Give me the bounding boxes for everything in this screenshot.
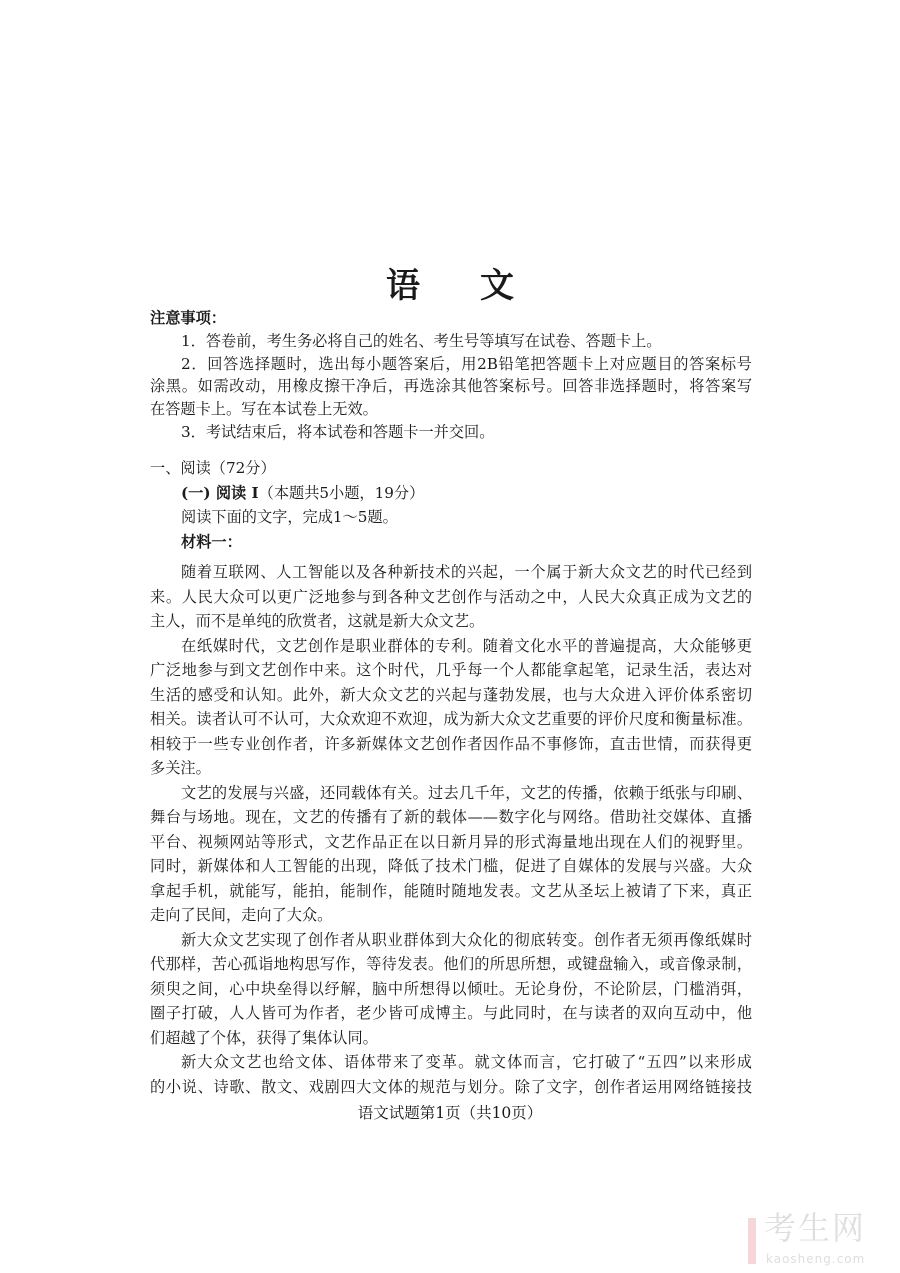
passage-line: 同时，新媒体和人工智能的出现，降低了技术门槛，促进了自媒体的发展与兴盛。大众 [150,857,752,875]
passage-line: 相关。读者认可不认可，大众欢迎不欢迎，成为新大众文艺重要的评价尺度和衡量标准。 [150,710,752,728]
reading-instruction: 阅读下面的文字，完成1～5题。 [181,508,398,526]
page-title [0,258,900,307]
passage-line: 新大众文艺实现了创作者从职业群体到大众化的彻底转变。创作者无须再像纸媒时 [181,930,752,949]
notice-item-1: 1．答卷前，考生务必将自己的姓名、考生号等填写在试卷、答题卡上。 [181,331,662,350]
notice-item-3: 3．考试结束后，将本试卷和答题卡一并交回。 [181,422,495,441]
subsection-info: （本题共5小题，19分） [258,483,425,502]
passage-line: 生活的感受和认知。此外，新大众文艺的兴起与蓬勃发展，也与大众进入评价体系密切 [150,685,752,704]
notice-item-2: 2．回答选择题时，选出每小题答案后，用2B铅笔把答题卡上对应题目的答案标号 [181,354,752,373]
watermark-icon [748,1218,756,1264]
notice-item-2-cont: 在答题卡上。写在本试卷上无效。 [150,400,378,419]
passage-line: 多关注。 [150,759,211,777]
passage-line: 主人，而不是单纯的欣赏者，这就是新大众文艺。 [150,612,485,630]
passage-line: 代那样，苦心孤诣地构思写作，等待发表。他们的所思所想，或键盘输入，或音像录制， [150,955,752,973]
passage-line: 在纸媒时代，文艺创作是职业群体的专利。随着文化水平的普遍提高，大众能够更 [181,636,752,655]
notice-section [150,307,752,444]
notice-heading: 注意事项： [150,309,226,327]
material-label: 材料一： [181,532,242,551]
subsection-title: (一) 阅读 I [181,483,259,502]
passage-line: 们超越了个体，获得了集体认同。 [150,1028,378,1047]
section-heading: 一、阅读（72分） [150,459,276,477]
watermark-logo [748,1196,898,1273]
passage-line: 广泛地参与到文艺创作中来。这个时代，几乎每一个人都能拿起笔，记录生活，表达对 [150,661,752,679]
title-char: 语 [386,266,420,306]
passage-line: 须臾之间，心中块垒得以纾解，脑中所想得以倾吐。无论身份，不论阶层，门槛消弭， [150,979,752,998]
passage-line: 走向了民间，走向了大众。 [150,906,333,924]
passage-line: 随着互联网、人工智能以及各种新技术的兴起，一个属于新大众文艺的时代已经到 [181,563,752,581]
passage-body [150,560,752,1099]
page-footer: 语文试题第1页（共10页） [357,1104,543,1122]
passage-line: 的小说、诗歌、散文、戏剧四大文体的规范与划分。除了文字，创作者运用网络链接技 [150,1077,752,1096]
passage-line: 平台、视频网站等形式，文艺作品正在以日新月异的形式海量地出现在人们的视野里。 [150,832,752,851]
notice-item-2-cont: 涂黑。如需改动，用橡皮擦干净后，再选涂其他答案标号。回答非选择题时，将答案写 [150,377,752,396]
watermark-text: 考生网 [764,1209,867,1247]
passage-line: 新大众文艺也给文体、语体带来了变革。就文体而言，它打破了“五四”以来形成 [181,1053,752,1071]
watermark-url: kaosheng.com [766,1252,866,1266]
reading-section-header [150,456,752,554]
passage-line: 文艺的发展与兴盛，还同载体有关。过去几千年，文艺的传播，依赖于纸张与印刷、 [181,783,752,802]
passage-line: 来。人民大众可以更广泛地参与到各种文艺创作与活动之中，人民大众真正成为文艺的 [150,587,752,606]
passage-line: 圈子打破，人人皆可为作者，老少皆可成博主。与此同时，在与读者的双向互动中，他 [150,1004,752,1022]
subsection-heading [150,481,752,506]
passage-line: 相较于一些专业创作者，许多新媒体文艺创作者因作品不事修饰，直击世情，而获得更 [150,734,752,753]
passage-line: 舞台与场地。现在，文艺的传播有了新的载体——数字化与网络。借助社交媒体、直播 [150,808,752,826]
title-char: 文 [480,266,514,306]
passage-line: 拿起手机，就能写，能拍，能制作，能随时随地发表。文艺从圣坛上被请了下来，真正 [150,881,752,900]
